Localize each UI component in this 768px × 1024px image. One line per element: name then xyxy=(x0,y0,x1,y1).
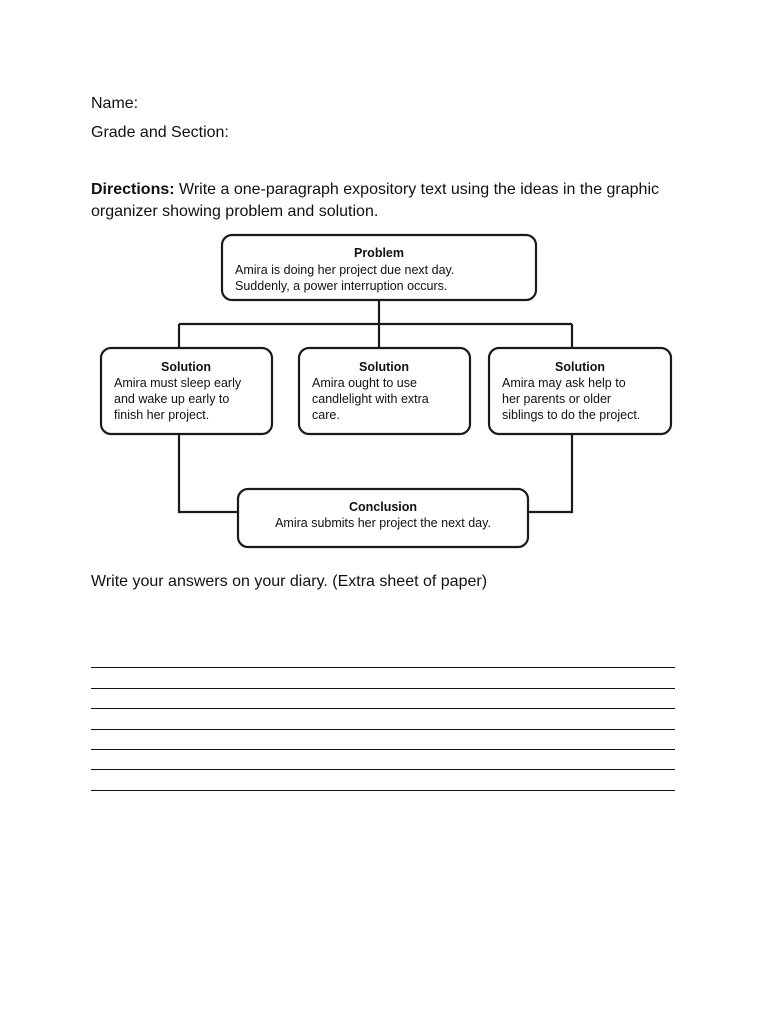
connector-left-conclusion xyxy=(179,434,238,512)
solution-line: siblings to do the project. xyxy=(502,408,641,422)
conclusion-line: Amira submits her project the next day. xyxy=(275,516,491,530)
answer-lines xyxy=(91,648,675,791)
conclusion-heading: Conclusion xyxy=(348,500,418,514)
solution-line: Amira must sleep early xyxy=(114,376,242,390)
answer-line[interactable] xyxy=(91,709,675,729)
solution-heading: Solution xyxy=(555,360,605,374)
solution-box-3 xyxy=(489,348,671,434)
solution-line: care. xyxy=(312,408,340,422)
conclusion-box xyxy=(238,489,528,547)
name-label: Name: xyxy=(91,95,139,112)
answer-line[interactable] xyxy=(91,668,675,688)
problem-box xyxy=(222,235,536,300)
write-answers-instruction: Write your answers on your diary. (Extra sheet of paper) xyxy=(91,573,488,590)
problem-heading: Problem xyxy=(353,246,405,260)
directions-lead: Directions: xyxy=(91,181,175,198)
solution-line: her parents or older xyxy=(502,392,612,406)
answer-line[interactable] xyxy=(91,648,675,668)
answer-line[interactable] xyxy=(91,750,675,770)
connector-right-conclusion xyxy=(528,434,572,512)
solution-heading: Solution xyxy=(161,360,211,374)
solution-box-1 xyxy=(101,348,272,434)
problem-line: Suddenly, a power interruption occurs. xyxy=(235,279,448,293)
solution-line: Amira ought to use xyxy=(312,376,417,390)
problem-line: Amira is doing her project due next day. xyxy=(235,263,455,277)
answer-line[interactable] xyxy=(91,730,675,750)
solution-line: and wake up early to xyxy=(114,392,230,406)
answer-line[interactable] xyxy=(91,689,675,709)
grade-section-label: Grade and Section: xyxy=(91,124,229,141)
solution-line: Amira may ask help to xyxy=(502,376,626,390)
directions-text: Write a one-paragraph expository text using the ideas in the graphic organizer showing problem and solution. xyxy=(91,181,660,220)
answer-line[interactable] xyxy=(91,770,675,790)
solution-line: candlelight with extra xyxy=(312,392,429,406)
solution-line: finish her project. xyxy=(114,408,210,422)
solution-heading: Solution xyxy=(359,360,409,374)
solution-box-2 xyxy=(299,348,470,434)
